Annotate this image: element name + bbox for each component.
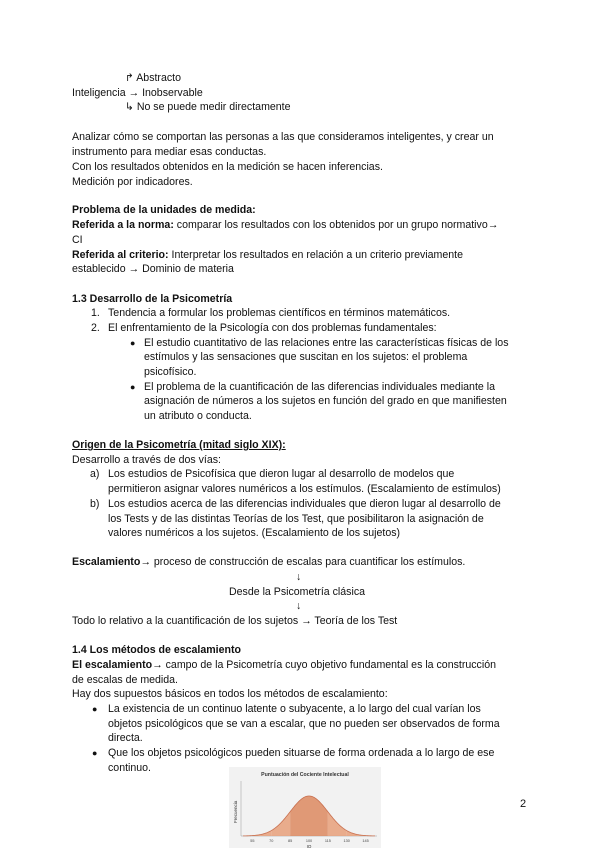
supuestos-line: Hay dos supuestos básicos en todos los métodos de escalamiento: <box>72 688 388 700</box>
s13-item-1: Tendencia a formular los problemas científicos en términos matemáticos. <box>108 307 451 319</box>
bullet-dot: ● <box>92 704 98 714</box>
arrow-down-2: ↓ <box>296 600 302 612</box>
origen-intro: Desarrollo a través de dos vías: <box>72 454 221 466</box>
list-letter-a: a) <box>90 468 100 480</box>
todo-line: Todo lo relativo a la cuantificación de los sujetos → Teoría de los Test <box>72 615 398 627</box>
def-cont: de escalas de medida. <box>72 674 179 686</box>
norma-label: Referida a la norma: <box>72 219 174 231</box>
origen-a-line-2: permitieron asignar valores numéricos a los estímulos. (Escalamiento de estímulos) <box>108 483 501 495</box>
origen-b-line-1: Los estudios acerca de las diferencias individuales que dieron lugar al desarrollo de <box>108 498 501 510</box>
bell-band <box>290 796 309 836</box>
criterio-label: Referida al criterio: <box>72 249 169 261</box>
inteligencia-line: Inteligencia → Inobservable <box>72 87 203 99</box>
list-number-1: 1. <box>91 307 100 319</box>
origen-b-line-3: valores numéricos a los sujetos. (Escalamiento de los sujetos) <box>108 527 401 539</box>
intro-line-3: Con los resultados obtenidos en la medición se hacen inferencias. <box>72 161 383 173</box>
norma-cont: CI <box>72 234 83 246</box>
bullet-dot: ● <box>92 748 98 758</box>
bell-curve-svg <box>229 767 381 848</box>
x-tick-label: 55 <box>250 839 255 843</box>
def-label: El escalamiento <box>72 659 153 671</box>
def-line <box>72 658 496 673</box>
bullet-dot: ● <box>130 382 136 392</box>
criterio-cont: establecido → Dominio de materia <box>72 263 234 275</box>
norma-line <box>72 218 498 233</box>
figure-ylabel: Frecuencia <box>233 800 238 823</box>
x-tick-label: 145 <box>362 839 369 843</box>
intro-line-2: instrumento para mediar esas conductas. <box>72 146 267 158</box>
x-tick-label: 85 <box>288 839 293 843</box>
abstracto-line: ↱ Abstracto <box>125 72 181 84</box>
intro-line-4: Medición por indicadores. <box>72 176 193 188</box>
figure-xlabel: IQ <box>306 844 312 848</box>
def-text: → campo de la Psicometría cuyo objetivo fundamental es la construcción <box>152 659 496 671</box>
s13-b1-line-3: psicofísico. <box>144 366 197 378</box>
s14-s2-line-1: Que los objetos psicológicos pueden situarse de forma ordenada a lo largo de ese <box>108 747 495 759</box>
clasica-line: Desde la Psicometría clásica <box>229 586 366 598</box>
escalamiento-line <box>72 555 465 570</box>
origen-title: Origen de la Psicometría (mitad siglo XIX): <box>72 439 286 451</box>
medida-title: Problema de la unidades de medida: <box>72 204 256 216</box>
s13-b1-line-2: estímulos y las sensaciones que suscitan en los sujetos: el problema <box>144 351 468 363</box>
medida-heading <box>72 203 256 218</box>
section-1-3-title: 1.3 Desarrollo de la Psicometría <box>72 293 233 305</box>
s13-item-2: El enfrentamiento de la Psicología con dos problemas fundamentales: <box>108 322 437 334</box>
norma-text: comparar los resultados con los obtenidos por un grupo normativo→ <box>173 219 499 231</box>
s13-b2-line-3: un atributo o conducta. <box>144 410 252 422</box>
origen-heading <box>72 438 286 453</box>
no-medir-line: ↳ No se puede medir directamente <box>125 101 291 113</box>
section-1-4-title: 1.4 Los métodos de escalamiento <box>72 644 241 656</box>
arrow-down-1: ↓ <box>296 571 302 583</box>
s14-s1-line-1: La existencia de un continuo latente o subyacente, a lo largo del cual varían los <box>108 703 481 715</box>
s13-b2-line-2: asignación de números a los sujetos en función del grado en que manifiesten <box>144 395 507 407</box>
s14-s2-line-2: continuo. <box>108 762 151 774</box>
section-1-4-heading <box>72 643 241 658</box>
list-letter-b: b) <box>90 498 100 510</box>
s14-s1-line-2: objetos psicológicos que se van a escalar, que no pueden ser observados de forma <box>108 718 500 730</box>
x-tick-label: 100 <box>305 839 313 843</box>
list-number-2: 2. <box>91 322 100 334</box>
origen-a-line-1: Los estudios de Psicofísica que dieron lugar al desarrollo de modelos que <box>108 468 455 480</box>
x-tick-label: 115 <box>324 839 331 843</box>
bell-band <box>309 796 328 836</box>
x-tick-label: 130 <box>343 839 350 843</box>
criterio-text: Interpretar los resultados en relación a un criterio previamente <box>168 249 463 261</box>
intro-line-1: Analizar cómo se comportan las personas a las que consideramos inteligentes, y crear un <box>72 131 494 143</box>
section-1-3-heading <box>72 292 232 307</box>
s14-s1-line-3: directa. <box>108 732 143 744</box>
x-tick-label: 70 <box>269 839 274 843</box>
page-number: 2 <box>520 798 527 810</box>
criterio-line <box>72 248 463 263</box>
escalamiento-text: → proceso de construcción de escalas para cuantificar los estímulos. <box>140 556 466 568</box>
figure-title: Puntuación del Cociente Intelectual <box>261 772 349 778</box>
origen-b-line-2: los Tests y de las distintas Teorías de los Test, que posibilitaron la asignación de <box>108 513 484 525</box>
s13-b2-line-1: El problema de la cuantificación de las diferencias individuales mediante la <box>144 381 495 393</box>
escalamiento-label: Escalamiento <box>72 556 141 568</box>
iq-distribution-figure <box>229 767 381 848</box>
s13-b1-line-1: El estudio cuantitativo de las relaciones entre las características físicas de los <box>144 337 509 349</box>
bullet-dot: ● <box>130 338 136 348</box>
